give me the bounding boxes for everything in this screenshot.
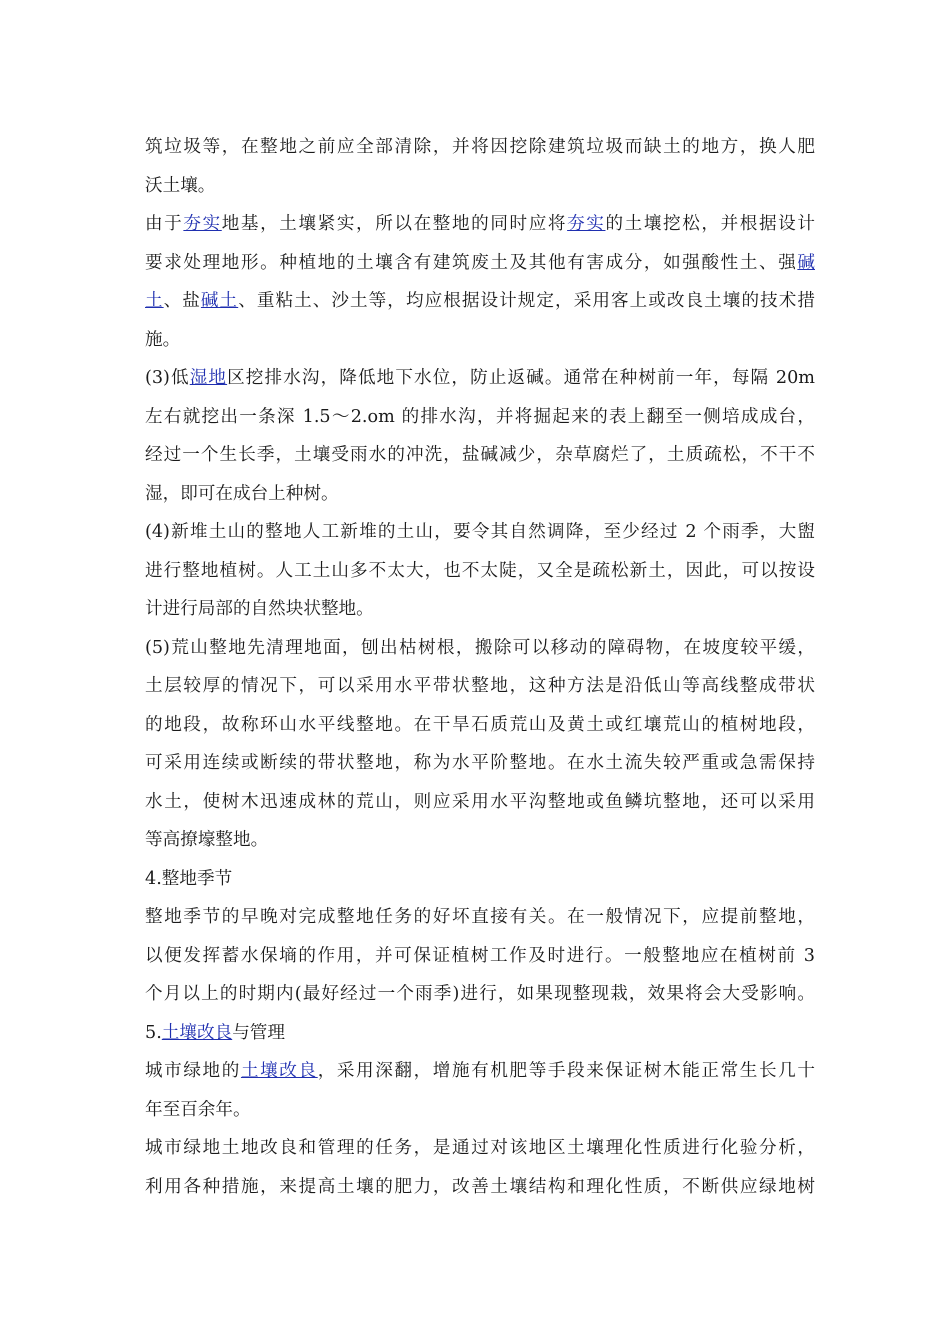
text-line [145,821,815,860]
text-line [145,513,815,552]
text-segment: 区挖排水沟，降低地下水位，防止返碱。通常在种树前一年，每隔 20m [227,368,815,388]
text-segment: 的地段，故称环山水平线整地。在干旱石质荒山及黄土或红壤荒山的植树地段， [145,714,815,735]
text-segment: 整地季节的早晚对完成整地任务的好坏直接有关。在一般情况下，应提前整地， [145,907,815,927]
text-line [145,282,815,321]
text-line [145,975,815,1014]
text-segment: 城市绿地土地改良和管理的任务，是通过对该地区土壤理化性质进行化验分析， [145,1138,815,1158]
term-link[interactable]: 碱土 [200,291,239,311]
text-segment: 的土壤挖松，并根据设计 [605,214,815,234]
document-body [145,128,815,1206]
text-line [145,205,815,244]
text-segment: (5)荒山整地先清理地面，刨出枯树根，搬除可以移动的障碍物，在坡度较平缓， [145,637,815,658]
term-link[interactable]: 湿地 [189,368,228,388]
text-line [145,783,815,822]
text-segment: 土层较厚的情况下，可以采用水平带状整地，这种方法是沿低山等高线整成带状 [145,676,815,696]
text-segment: 施。 [145,329,181,350]
text-segment: (4)新堆土山的整地人工新堆的土山，要令其自然调降，至少经过 2 个雨季，大盥 [145,522,815,542]
term-link[interactable]: 夯实 [183,214,222,234]
term-link[interactable]: 碱 [797,252,815,273]
text-segment: 与管理 [232,1022,285,1043]
text-segment: 利用各种措施，来提高土壤的肥力，改善土壤结构和理化性质，不断供应绿地树 [145,1176,815,1197]
text-line [145,436,815,475]
text-line [145,1168,815,1207]
text-segment: 经过一个生长季，土壤受雨水的冲洗，盐碱减少，杂草腐烂了，土质疏松，不干不 [145,445,815,465]
term-link[interactable]: 夯实 [567,214,606,234]
text-segment: 5. [145,1022,162,1043]
text-line [145,552,815,591]
text-line [145,398,815,437]
text-segment: 湿，即可在成台上种树。 [145,483,339,504]
text-line [145,1091,815,1130]
term-link[interactable]: 土 [145,291,164,311]
text-line [145,860,815,899]
text-segment: 进行整地植树。人工土山多不太大，也不太陡，又全是疏松新土，因此，可以按设 [145,560,815,581]
text-line [145,590,815,629]
text-line [145,898,815,937]
text-segment: 、重粘土、沙土等，均应根据设计规定，采用客上或改良土壤的技术措 [238,291,815,311]
text-segment: 等高撩壕整地。 [145,830,269,850]
text-segment: ，采用深翻，增施有机肥等手段来保证树木能正常生长几十 [317,1061,815,1081]
text-line [145,1014,815,1053]
text-line [145,937,815,976]
text-line [145,744,815,783]
text-line [145,167,815,206]
term-link[interactable]: 土壤改良 [161,1022,233,1043]
text-line [145,321,815,360]
text-segment: 由于 [145,214,184,234]
text-line [145,706,815,745]
text-segment: 4.整地季节 [145,868,233,889]
text-line [145,244,815,283]
text-segment: 、盐 [163,291,201,311]
text-line [145,629,815,668]
text-segment: 年至百余年。 [145,1099,251,1120]
text-line [145,128,815,167]
text-segment: 左右就挖出一条深 1.5～2.om 的排水沟，并将掘起来的表上翻至一侧培成成台， [145,406,815,427]
text-segment: 计进行局部的自然块状整地。 [145,599,374,619]
text-line [145,1129,815,1168]
text-line [145,1052,815,1091]
text-segment: 个月以上的时期内(最好经过一个雨季)进行，如果现整现栽，效果将会大受影响。 [145,984,815,1004]
text-segment: (3)低 [145,368,190,388]
text-segment: 城市绿地的 [145,1061,241,1081]
text-segment: 可采用连续或断续的带状整地，称为水平阶整地。在水土流失较严重或急需保持 [145,753,815,773]
text-segment: 筑垃圾等，在整地之前应全部清除，并将因挖除建筑垃圾而缺土的地方，换人肥 [145,137,815,157]
text-segment: 地基，土壤紧实，所以在整地的同时应将 [221,214,568,234]
text-line [145,475,815,514]
text-line [145,667,815,706]
term-link[interactable]: 土壤改良 [240,1061,318,1081]
text-segment: 沃土壤。 [145,175,216,196]
text-segment: 以便发挥蓄水保墒的作用，并可保证植树工作及时进行。一般整地应在植树前 3 [145,945,815,966]
text-segment: 水土，使树木迅速成林的荒山，则应采用水平沟整地或鱼鳞坑整地，还可以采用 [145,791,815,812]
text-segment: 要求处理地形。种植地的土壤含有建筑废土及其他有害成分，如强酸性土、强 [145,252,798,273]
text-line [145,359,815,398]
